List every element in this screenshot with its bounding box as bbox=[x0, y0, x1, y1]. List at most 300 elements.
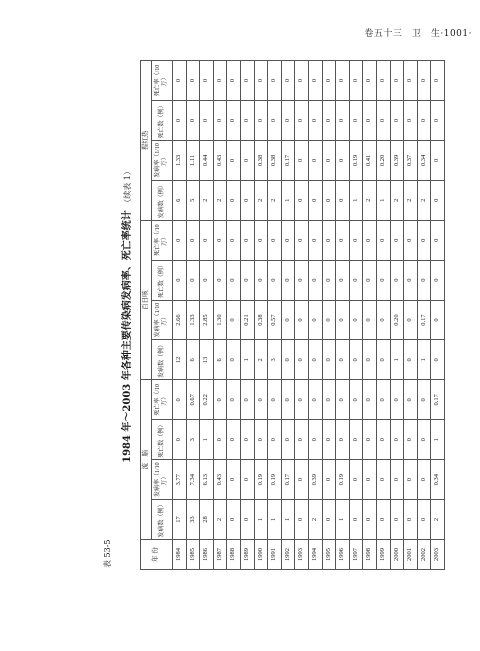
value-cell: 1 bbox=[240, 340, 254, 380]
value-cell: 0.67 bbox=[186, 380, 200, 420]
value-cell: 0 bbox=[336, 220, 350, 260]
value-cell: 6 bbox=[186, 340, 200, 380]
value-cell: 1 bbox=[336, 500, 350, 540]
value-cell: 0 bbox=[390, 101, 404, 141]
value-cell: 0 bbox=[376, 380, 390, 420]
table-row bbox=[281, 61, 295, 570]
value-cell: 0 bbox=[308, 420, 322, 460]
value-cell: 1 bbox=[281, 500, 295, 540]
value-cell: 0 bbox=[431, 140, 445, 180]
table-row bbox=[308, 61, 322, 570]
value-cell: 0 bbox=[268, 420, 282, 460]
value-cell: 0 bbox=[336, 420, 350, 460]
value-cell: 0 bbox=[308, 260, 322, 300]
value-cell: 0 bbox=[363, 260, 377, 300]
value-cell: 0 bbox=[173, 380, 187, 420]
value-cell: 0 bbox=[336, 260, 350, 300]
value-cell: 0 bbox=[268, 61, 282, 101]
value-cell: 0 bbox=[322, 340, 336, 380]
value-cell: 0 bbox=[349, 260, 363, 300]
value-cell: 0 bbox=[431, 220, 445, 260]
value-cell: 2 bbox=[390, 180, 404, 220]
value-cell: 0 bbox=[227, 140, 241, 180]
value-cell: 0 bbox=[322, 500, 336, 540]
value-cell: 0 bbox=[376, 500, 390, 540]
value-cell: 0 bbox=[227, 340, 241, 380]
value-cell: 0 bbox=[417, 420, 431, 460]
value-cell: 2 bbox=[268, 180, 282, 220]
year-cell: 1995 bbox=[322, 540, 336, 570]
value-cell: 0 bbox=[240, 61, 254, 101]
value-cell: 0 bbox=[417, 380, 431, 420]
value-cell: 2.66 bbox=[173, 300, 187, 340]
value-cell: 0 bbox=[213, 101, 227, 141]
value-cell: 1.11 bbox=[186, 140, 200, 180]
value-cell: 0 bbox=[308, 300, 322, 340]
value-cell: 0 bbox=[254, 61, 268, 101]
value-cell: 0 bbox=[281, 260, 295, 300]
value-cell: 0 bbox=[349, 101, 363, 141]
value-cell: 0.43 bbox=[213, 460, 227, 500]
value-cell: 2 bbox=[417, 180, 431, 220]
value-cell: 0 bbox=[349, 300, 363, 340]
value-cell: 0 bbox=[349, 340, 363, 380]
value-cell: 0.43 bbox=[213, 140, 227, 180]
value-cell: 0 bbox=[322, 101, 336, 141]
table-row bbox=[200, 61, 214, 570]
value-cell: 0 bbox=[431, 180, 445, 220]
value-cell: 0 bbox=[308, 61, 322, 101]
value-cell: 13 bbox=[200, 340, 214, 380]
value-cell: 1 bbox=[254, 500, 268, 540]
value-cell: 2.85 bbox=[200, 300, 214, 340]
title-block bbox=[100, 60, 140, 570]
value-cell: 0 bbox=[322, 420, 336, 460]
value-cell: 0 bbox=[281, 220, 295, 260]
sub-header-deaths: 死亡数（例） bbox=[152, 260, 173, 300]
value-cell: 0 bbox=[186, 101, 200, 141]
value-cell: 0 bbox=[240, 180, 254, 220]
value-cell: 0 bbox=[376, 101, 390, 141]
value-cell: 0 bbox=[322, 380, 336, 420]
group-header-pertussis: 百日咳 bbox=[141, 220, 152, 380]
year-cell: 1996 bbox=[336, 540, 350, 570]
value-cell: 0 bbox=[417, 460, 431, 500]
value-cell: 0 bbox=[213, 220, 227, 260]
value-cell: 0 bbox=[404, 300, 418, 340]
value-cell: 0 bbox=[336, 101, 350, 141]
table-row bbox=[254, 61, 268, 570]
value-cell: 2 bbox=[254, 180, 268, 220]
value-cell: 0 bbox=[281, 380, 295, 420]
value-cell: 0 bbox=[349, 380, 363, 420]
value-cell: 0 bbox=[240, 380, 254, 420]
value-cell: 0.21 bbox=[240, 300, 254, 340]
value-cell: 0 bbox=[308, 220, 322, 260]
value-cell: 0 bbox=[404, 61, 418, 101]
value-cell: 0 bbox=[390, 260, 404, 300]
value-cell: 0 bbox=[336, 380, 350, 420]
table-row bbox=[295, 61, 309, 570]
value-cell: 0 bbox=[349, 420, 363, 460]
value-cell: 5 bbox=[186, 180, 200, 220]
value-cell: 0 bbox=[390, 420, 404, 460]
year-cell: 2002 bbox=[417, 540, 431, 570]
value-cell: 2 bbox=[254, 340, 268, 380]
value-cell: 0.34 bbox=[431, 460, 445, 500]
value-cell: 0.20 bbox=[390, 300, 404, 340]
value-cell: 0 bbox=[431, 300, 445, 340]
value-cell: 0.17 bbox=[281, 460, 295, 500]
value-cell: 0 bbox=[186, 260, 200, 300]
value-cell: 0 bbox=[295, 300, 309, 340]
sub-header-mortality-rate: 死亡率（/10 万） bbox=[152, 380, 173, 420]
value-cell: 0 bbox=[295, 180, 309, 220]
value-cell: 6 bbox=[213, 340, 227, 380]
value-cell: 0.39 bbox=[390, 140, 404, 180]
sub-header-incidence-rate: 发病率（1/10 万） bbox=[152, 460, 173, 500]
value-cell: 2 bbox=[363, 180, 377, 220]
value-cell: 0 bbox=[227, 420, 241, 460]
value-cell: 0 bbox=[268, 101, 282, 141]
value-cell: 0 bbox=[295, 140, 309, 180]
value-cell: 0 bbox=[200, 220, 214, 260]
value-cell: 0 bbox=[376, 460, 390, 500]
value-cell: 0 bbox=[349, 500, 363, 540]
value-cell: 0 bbox=[240, 101, 254, 141]
value-cell: 0 bbox=[186, 220, 200, 260]
value-cell: 0 bbox=[336, 61, 350, 101]
value-cell: 0 bbox=[200, 61, 214, 101]
value-cell: 1 bbox=[200, 420, 214, 460]
value-cell: 0 bbox=[213, 61, 227, 101]
value-cell: 6.13 bbox=[200, 460, 214, 500]
value-cell: 0 bbox=[363, 340, 377, 380]
value-cell: 2 bbox=[404, 180, 418, 220]
value-cell: 0 bbox=[322, 180, 336, 220]
value-cell: 0 bbox=[363, 61, 377, 101]
value-cell: 0.38 bbox=[254, 300, 268, 340]
value-cell: 0 bbox=[376, 260, 390, 300]
value-cell: 0 bbox=[227, 300, 241, 340]
sub-header-mortality-rate: 死亡率（/10 万） bbox=[152, 220, 173, 260]
value-cell: 0 bbox=[363, 101, 377, 141]
sub-header-incidence-rate: 发病率（1/10 万） bbox=[152, 140, 173, 180]
value-cell: 3 bbox=[186, 420, 200, 460]
table-body bbox=[173, 61, 445, 570]
value-cell: 1 bbox=[390, 340, 404, 380]
value-cell: 0 bbox=[281, 61, 295, 101]
value-cell: 0.20 bbox=[376, 140, 390, 180]
value-cell: 0 bbox=[376, 420, 390, 460]
value-cell: 0 bbox=[417, 500, 431, 540]
table-title-continued: （续表 1） bbox=[123, 167, 132, 207]
table-row bbox=[173, 61, 187, 570]
value-cell: 0 bbox=[240, 260, 254, 300]
value-cell: 0 bbox=[431, 101, 445, 141]
value-cell: 1 bbox=[376, 180, 390, 220]
value-cell: 28 bbox=[200, 500, 214, 540]
value-cell: 0.37 bbox=[404, 140, 418, 180]
table-row bbox=[213, 61, 227, 570]
value-cell: 0 bbox=[417, 101, 431, 141]
sub-header-cases: 发病数（例） bbox=[152, 180, 173, 220]
value-cell: 0.19 bbox=[336, 460, 350, 500]
year-cell: 1984 bbox=[173, 540, 187, 570]
value-cell: 0 bbox=[322, 260, 336, 300]
value-cell: 0 bbox=[173, 260, 187, 300]
value-cell: 0 bbox=[404, 500, 418, 540]
value-cell: 0 bbox=[390, 61, 404, 101]
value-cell: 0 bbox=[227, 61, 241, 101]
value-cell: 0 bbox=[186, 61, 200, 101]
value-cell: 0 bbox=[322, 300, 336, 340]
value-cell: 0 bbox=[431, 340, 445, 380]
table-row bbox=[268, 61, 282, 570]
year-cell: 2000 bbox=[390, 540, 404, 570]
value-cell: 0 bbox=[363, 420, 377, 460]
value-cell: 0.17 bbox=[431, 380, 445, 420]
value-cell: 0 bbox=[404, 220, 418, 260]
value-cell: 0 bbox=[404, 460, 418, 500]
value-cell: 1 bbox=[349, 180, 363, 220]
value-cell: 0 bbox=[308, 140, 322, 180]
value-cell: 0 bbox=[295, 380, 309, 420]
value-cell: 0 bbox=[417, 260, 431, 300]
value-cell: 0 bbox=[431, 61, 445, 101]
value-cell: 0 bbox=[227, 101, 241, 141]
value-cell: 0 bbox=[363, 220, 377, 260]
value-cell: 0 bbox=[295, 220, 309, 260]
value-cell: 0 bbox=[173, 420, 187, 460]
value-cell: 0.19 bbox=[254, 460, 268, 500]
year-cell: 2003 bbox=[431, 540, 445, 570]
value-cell: 0 bbox=[227, 380, 241, 420]
table-row bbox=[363, 61, 377, 570]
value-cell: 0 bbox=[376, 340, 390, 380]
table-label: 表 53-5 bbox=[103, 539, 112, 568]
value-cell: 0.38 bbox=[268, 140, 282, 180]
value-cell: 2 bbox=[200, 180, 214, 220]
sub-header-cases: 发病数（例） bbox=[152, 500, 173, 540]
sub-header-incidence-rate: 发病率（1/10 万） bbox=[152, 300, 173, 340]
value-cell: 0.44 bbox=[200, 140, 214, 180]
value-cell: 0.57 bbox=[268, 300, 282, 340]
value-cell: 2 bbox=[213, 180, 227, 220]
value-cell: 0 bbox=[390, 460, 404, 500]
sub-header-row bbox=[152, 61, 173, 570]
value-cell: 0 bbox=[308, 380, 322, 420]
value-cell: 0 bbox=[227, 460, 241, 500]
year-cell: 2001 bbox=[404, 540, 418, 570]
value-cell: 0 bbox=[322, 140, 336, 180]
year-cell: 1993 bbox=[295, 540, 309, 570]
table-title bbox=[118, 60, 133, 570]
value-cell: 0 bbox=[227, 220, 241, 260]
year-cell: 1988 bbox=[227, 540, 241, 570]
value-cell: 0 bbox=[404, 101, 418, 141]
value-cell: 0.19 bbox=[349, 140, 363, 180]
value-cell: 1 bbox=[281, 180, 295, 220]
value-cell: 0 bbox=[404, 420, 418, 460]
value-cell: 0 bbox=[281, 300, 295, 340]
value-cell: 0 bbox=[295, 260, 309, 300]
value-cell: 0 bbox=[281, 420, 295, 460]
value-cell: 2 bbox=[308, 500, 322, 540]
sub-header-deaths: 死亡数（例） bbox=[152, 420, 173, 460]
value-cell: 0 bbox=[240, 500, 254, 540]
value-cell: 0 bbox=[173, 220, 187, 260]
value-cell: 0 bbox=[295, 101, 309, 141]
value-cell: 0 bbox=[240, 460, 254, 500]
value-cell: 0 bbox=[213, 260, 227, 300]
table-row bbox=[322, 61, 336, 570]
value-cell: 3.77 bbox=[173, 460, 187, 500]
value-cell: 0 bbox=[431, 260, 445, 300]
value-cell: 0.34 bbox=[417, 140, 431, 180]
value-cell: 0 bbox=[213, 420, 227, 460]
value-cell: 0.41 bbox=[363, 140, 377, 180]
value-cell: 0 bbox=[308, 340, 322, 380]
table-row bbox=[376, 61, 390, 570]
value-cell: 0.22 bbox=[200, 380, 214, 420]
rotated-page-content bbox=[100, 60, 445, 570]
value-cell: 2 bbox=[213, 500, 227, 540]
value-cell: 0 bbox=[268, 260, 282, 300]
table-row bbox=[227, 61, 241, 570]
year-cell: 1985 bbox=[186, 540, 200, 570]
value-cell: 0 bbox=[308, 180, 322, 220]
value-cell: 0 bbox=[390, 380, 404, 420]
year-cell: 1992 bbox=[281, 540, 295, 570]
year-cell: 1997 bbox=[349, 540, 363, 570]
value-cell: 0 bbox=[254, 420, 268, 460]
value-cell: 0 bbox=[336, 340, 350, 380]
value-cell: 1 bbox=[417, 340, 431, 380]
value-cell: 0 bbox=[404, 340, 418, 380]
value-cell: 17 bbox=[173, 500, 187, 540]
value-cell: 12 bbox=[173, 340, 187, 380]
value-cell: 0 bbox=[336, 180, 350, 220]
year-cell: 1987 bbox=[213, 540, 227, 570]
value-cell: 0 bbox=[349, 61, 363, 101]
value-cell: 0 bbox=[254, 220, 268, 260]
value-cell: 0 bbox=[213, 380, 227, 420]
value-cell: 3 bbox=[268, 340, 282, 380]
value-cell: 6 bbox=[173, 180, 187, 220]
value-cell: 0 bbox=[390, 220, 404, 260]
value-cell: 1 bbox=[268, 500, 282, 540]
value-cell: 0 bbox=[322, 61, 336, 101]
value-cell: 0 bbox=[349, 460, 363, 500]
value-cell: 0 bbox=[281, 340, 295, 380]
value-cell: 0 bbox=[240, 140, 254, 180]
value-cell: 0 bbox=[363, 460, 377, 500]
year-cell: 1986 bbox=[200, 540, 214, 570]
value-cell: 0 bbox=[295, 500, 309, 540]
table-row bbox=[336, 61, 350, 570]
value-cell: 0 bbox=[363, 300, 377, 340]
value-cell: 0 bbox=[404, 380, 418, 420]
value-cell: 0 bbox=[254, 101, 268, 141]
group-header-meningitis: 流 脑 bbox=[141, 380, 152, 540]
page-header: 卷五十三 卫 生·1001· bbox=[364, 29, 472, 39]
value-cell: 0 bbox=[376, 61, 390, 101]
value-cell: 1 bbox=[431, 420, 445, 460]
value-cell: 0 bbox=[240, 220, 254, 260]
value-cell: 0 bbox=[281, 101, 295, 141]
value-cell: 0 bbox=[363, 500, 377, 540]
table-row bbox=[431, 61, 445, 570]
table-row bbox=[404, 61, 418, 570]
sub-header-cases: 发病数（例） bbox=[152, 340, 173, 380]
value-cell: 0 bbox=[376, 220, 390, 260]
sub-header-mortality-rate: 死亡率（/10 万） bbox=[152, 61, 173, 101]
value-cell: 33 bbox=[186, 500, 200, 540]
value-cell: 0 bbox=[322, 460, 336, 500]
value-cell: 0 bbox=[336, 300, 350, 340]
value-cell: 0 bbox=[376, 300, 390, 340]
value-cell: 0 bbox=[295, 460, 309, 500]
group-header-scarlet-fever: 猩红热 bbox=[141, 61, 152, 221]
value-cell: 1.33 bbox=[186, 300, 200, 340]
value-cell: 0 bbox=[227, 500, 241, 540]
year-column-header: 年 份 bbox=[141, 540, 173, 570]
value-cell: 7.34 bbox=[186, 460, 200, 500]
value-cell: 0 bbox=[227, 260, 241, 300]
table-title-text: 1984 年～2003 年各种主要传染病发病率、死亡率统计 bbox=[122, 210, 133, 463]
value-cell: 1.33 bbox=[173, 140, 187, 180]
table-row bbox=[390, 61, 404, 570]
year-cell: 1989 bbox=[240, 540, 254, 570]
value-cell: 0.38 bbox=[254, 140, 268, 180]
value-cell: 0 bbox=[254, 380, 268, 420]
value-cell: 0 bbox=[200, 260, 214, 300]
value-cell: 0 bbox=[417, 61, 431, 101]
table-row bbox=[417, 61, 431, 570]
value-cell: 0 bbox=[322, 220, 336, 260]
value-cell: 0 bbox=[417, 220, 431, 260]
value-cell: 0.19 bbox=[268, 460, 282, 500]
value-cell: 0 bbox=[268, 220, 282, 260]
value-cell: 0 bbox=[404, 260, 418, 300]
value-cell: 0 bbox=[363, 380, 377, 420]
year-cell: 1999 bbox=[376, 540, 390, 570]
year-cell: 1994 bbox=[308, 540, 322, 570]
value-cell: 0.17 bbox=[417, 300, 431, 340]
value-cell: 0 bbox=[295, 61, 309, 101]
table-row bbox=[349, 61, 363, 570]
value-cell: 0 bbox=[268, 380, 282, 420]
value-cell: 0 bbox=[254, 260, 268, 300]
table-row bbox=[240, 61, 254, 570]
table-row bbox=[186, 61, 200, 570]
value-cell: 0 bbox=[390, 500, 404, 540]
value-cell: 0 bbox=[240, 420, 254, 460]
value-cell: 0 bbox=[308, 101, 322, 141]
value-cell: 0 bbox=[200, 101, 214, 141]
value-cell: 2 bbox=[431, 500, 445, 540]
sub-header-deaths: 死亡数（例） bbox=[152, 101, 173, 141]
value-cell: 0 bbox=[173, 61, 187, 101]
value-cell: 0 bbox=[336, 140, 350, 180]
value-cell: 0 bbox=[227, 180, 241, 220]
value-cell: 0 bbox=[295, 420, 309, 460]
year-cell: 1998 bbox=[363, 540, 377, 570]
year-cell: 1991 bbox=[268, 540, 282, 570]
year-cell: 1990 bbox=[254, 540, 268, 570]
value-cell: 0.39 bbox=[308, 460, 322, 500]
